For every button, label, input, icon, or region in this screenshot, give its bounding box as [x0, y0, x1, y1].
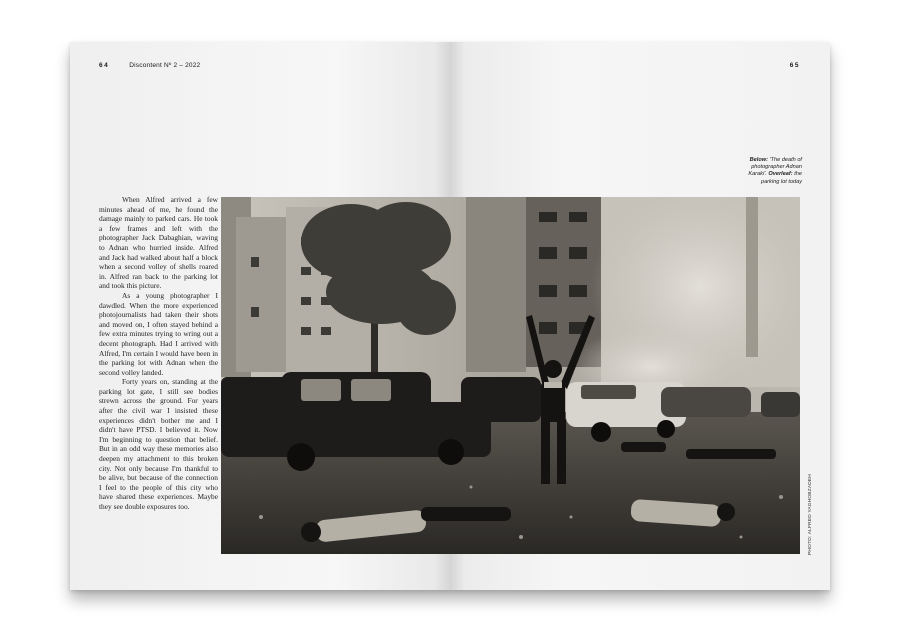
- page-number-right: 65: [789, 62, 800, 69]
- caption-text-overleaf: the parking lot today: [760, 171, 802, 185]
- page-number-left: 64: [99, 62, 110, 69]
- right-folio: [790, 62, 800, 69]
- photo-credit: PHOTO: ALFRED YAGHOBZADEH: [808, 474, 813, 555]
- caption-lead-below: Below:: [749, 157, 768, 163]
- paragraph-2: As a young photographer I dawdled. When the more experienced photojournalists had taken their shots and moved on, I often stayed behind a few extra minutes trying to wring out a decent photograph. Had I arrived with Alfred, I'm certain I would have been in the parking lot with Adnan when the second volley landed.: [99, 290, 218, 377]
- caption-text-below: 'The death of photographer Adnan Karaki'.: [748, 157, 802, 178]
- caption-lead-overleaf: Overleaf:: [768, 171, 793, 178]
- article-body: [99, 195, 218, 512]
- issue-label: Nº 2 – 2022: [163, 62, 201, 69]
- war-photograph: [221, 197, 800, 554]
- paragraph-3: Forty years on, standing at the parking lot gate, I still see bodies strewn across the ground. For years after the civil war I insisted these experiences didn't bother me and I didn't have PTSD. I believed it. Now I'm beginning to question that belief. But in an odd way these memories also deepen my attachment to this broken city. Not only because I'm thankful to be alive, but because of the connection I feel to the people of this city who have shared these experiences. Maybe they see double exposures too.: [99, 377, 218, 511]
- paragraph-1: When Alfred arrived a few minutes ahead of me, he found the damage mainly to parked cars. He took a few frames and left with the photographer Jack Dabaghian, waving to Adnan who hurried inside. Alfred and Jack had walked about half a block when a second volley of shells roared in. Alfred ran back to the parking lot and took this picture.: [99, 195, 218, 291]
- left-folio: [99, 62, 200, 69]
- magazine-title: Discontent: [129, 62, 162, 69]
- photo-caption: [732, 157, 802, 186]
